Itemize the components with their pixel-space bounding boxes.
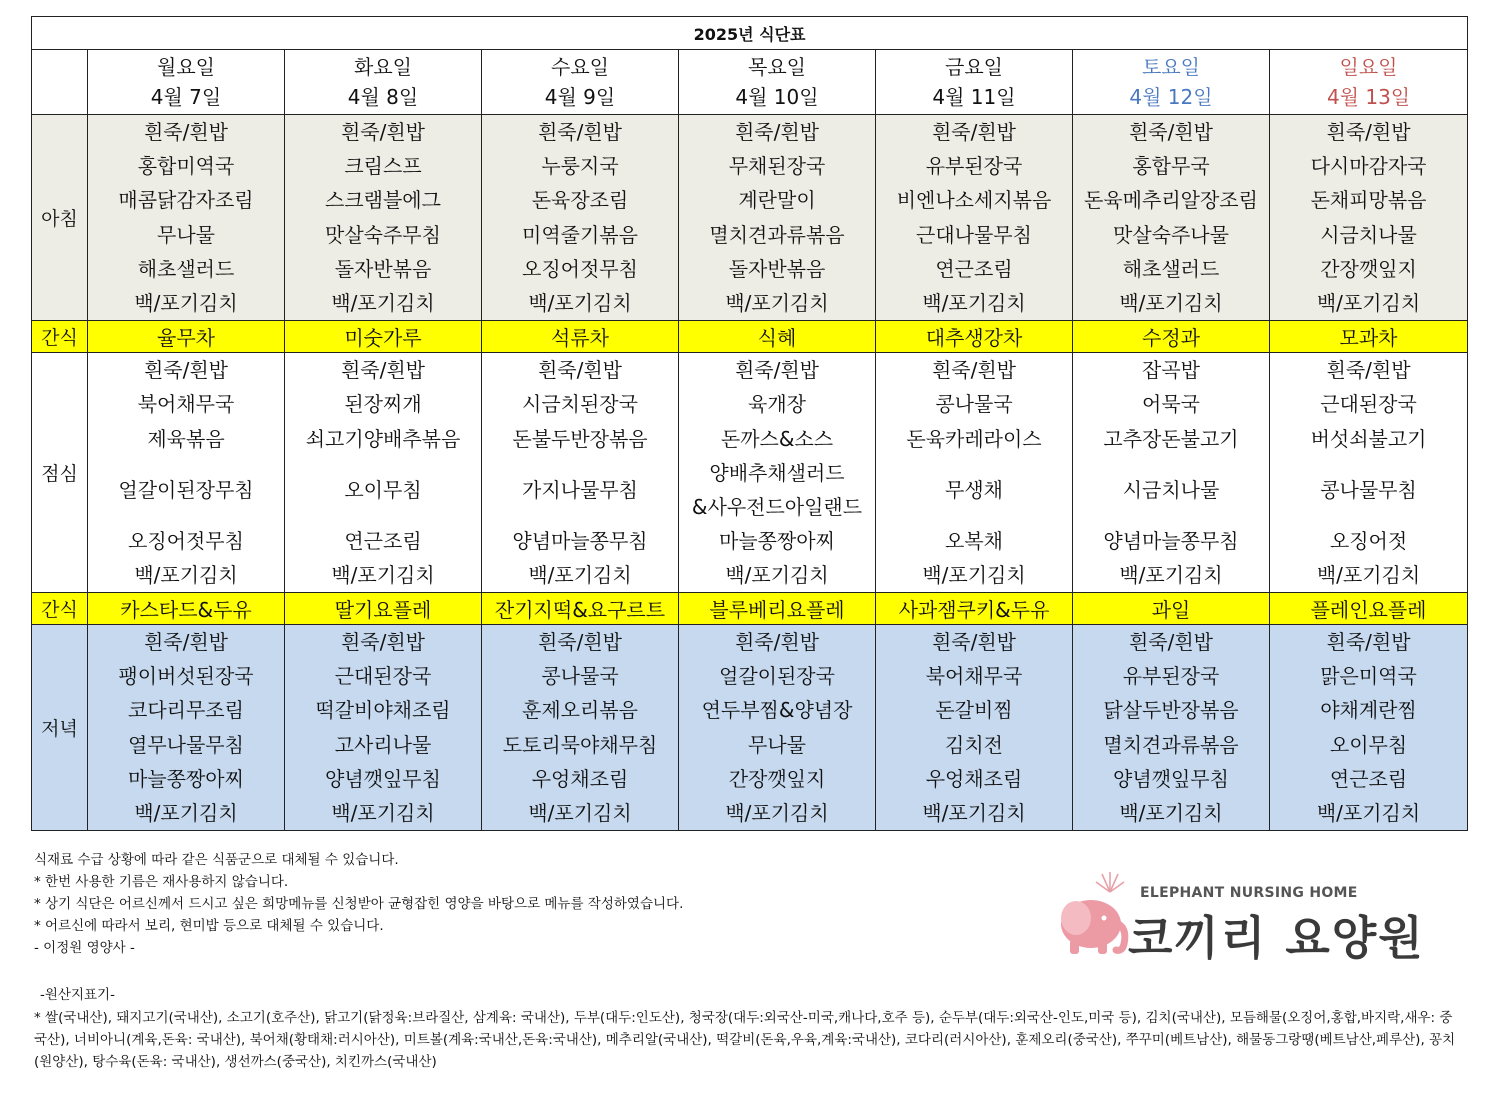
menu-item: 흰죽/흰밥 bbox=[931, 120, 1017, 144]
snack1-row bbox=[32, 321, 1468, 353]
menu-item: 콩나물국 bbox=[541, 664, 619, 689]
snack2-cell: 카스타드&두유 bbox=[88, 593, 285, 625]
dinner-cell bbox=[482, 625, 679, 831]
dinner-cell bbox=[88, 625, 285, 831]
logo-korean-text: 코끼리 요양원 bbox=[1128, 911, 1425, 965]
menu-item: 도토리묵야채무침 bbox=[502, 732, 658, 757]
note-line: * 한번 사용한 기름은 재사용하지 않습니다. bbox=[34, 874, 289, 890]
lunch-cell bbox=[1073, 353, 1270, 593]
menu-item: 시금치나물 bbox=[1122, 477, 1220, 502]
snack2-row bbox=[32, 593, 1468, 625]
menu-item: 돈육메추리알장조림 bbox=[1084, 188, 1258, 213]
menu-item: 얼갈이된장무침 bbox=[118, 477, 254, 502]
table-title: 2025년 식단표 bbox=[32, 17, 1468, 50]
day-header bbox=[876, 50, 1073, 115]
menu-item: 흰죽/흰밥 bbox=[734, 358, 820, 383]
menu-item: 된장찌개 bbox=[344, 392, 422, 417]
menu-item: 백/포기김치 bbox=[134, 290, 238, 315]
snack1-cell: 대추생강차 bbox=[876, 321, 1073, 353]
day-name: 금요일 bbox=[945, 55, 1003, 79]
menu-item: 맛살숙주무침 bbox=[325, 222, 441, 247]
menu-table bbox=[31, 16, 1468, 831]
menu-item: 오징어젓무침 bbox=[128, 528, 244, 553]
lunch-cell bbox=[88, 353, 285, 593]
menu-item: 백/포기김치 bbox=[725, 290, 829, 315]
menu-item: 계란말이 bbox=[738, 188, 816, 213]
menu-item: 고사리나물 bbox=[334, 732, 432, 757]
menu-item: 근대된장국 bbox=[1320, 392, 1417, 417]
snack1-cell: 식혜 bbox=[679, 321, 876, 353]
menu-item: 돌자반볶음 bbox=[334, 256, 432, 281]
menu-item: 오징어젓무침 bbox=[522, 256, 638, 281]
day-date: 4월 13일 bbox=[1326, 85, 1411, 109]
origin-title: -원산지표기- bbox=[40, 987, 115, 1003]
day-date: 4월 11일 bbox=[932, 85, 1016, 109]
menu-item: 돈갈비찜 bbox=[935, 698, 1013, 723]
menu-item: 무나물 bbox=[748, 732, 806, 757]
menu-item: 해초샐러드 bbox=[1122, 256, 1220, 281]
menu-item: 백/포기김치 bbox=[922, 801, 1026, 825]
notes bbox=[34, 849, 683, 959]
menu-item: 간장깻잎지 bbox=[1320, 256, 1417, 281]
menu-item: 누룽지국 bbox=[541, 154, 619, 179]
row-label-lunch: 점심 bbox=[32, 353, 88, 593]
dinner-row bbox=[32, 625, 1468, 831]
snack2-cell: 블루베리요플레 bbox=[679, 593, 876, 625]
breakfast-cell bbox=[285, 115, 482, 321]
menu-item: 양념깻잎무침 bbox=[325, 766, 441, 791]
dinner-cell bbox=[679, 625, 876, 831]
menu-item: 북어채무국 bbox=[137, 392, 235, 417]
dinner-cell bbox=[285, 625, 482, 831]
menu-item: 콩나물국 bbox=[935, 392, 1013, 417]
snack1-cell: 율무차 bbox=[88, 321, 285, 353]
menu-item: 흰죽/흰밥 bbox=[1128, 630, 1214, 655]
menu-item: 마늘쫑짱아찌 bbox=[719, 528, 835, 553]
menu-item: 백/포기김치 bbox=[134, 562, 238, 587]
menu-item: 제육볶음 bbox=[147, 426, 225, 451]
day-header bbox=[88, 50, 285, 115]
menu-item: 양념마늘쫑무침 bbox=[512, 528, 648, 553]
menu-item: 무나물 bbox=[157, 222, 215, 247]
day-name: 일요일 bbox=[1339, 55, 1398, 79]
menu-item: 버섯쇠불고기 bbox=[1310, 426, 1427, 451]
menu-item: 흰죽/흰밥 bbox=[1326, 358, 1411, 383]
menu-item: 닭살두반장볶음 bbox=[1103, 698, 1239, 723]
day-date: 4월 10일 bbox=[735, 85, 819, 109]
menu-item: 크림스프 bbox=[344, 154, 422, 179]
menu-item: 얼갈이된장국 bbox=[719, 664, 835, 689]
menu-item: 잡곡밥 bbox=[1142, 358, 1200, 383]
menu-item: 백/포기김치 bbox=[1316, 801, 1421, 825]
snack2-cell: 과일 bbox=[1073, 593, 1270, 625]
menu-item: 맑은미역국 bbox=[1320, 664, 1417, 689]
note-line: 식재료 수급 상황에 따라 같은 식품군으로 대체될 수 있습니다. bbox=[34, 852, 399, 868]
menu-item-line: &사우전드아일랜드 bbox=[691, 494, 863, 519]
day-name: 월요일 bbox=[157, 55, 215, 79]
menu-item: 백/포기김치 bbox=[331, 562, 435, 587]
menu-item: 멸치견과류볶음 bbox=[709, 222, 845, 247]
menu-item: 북어채무국 bbox=[925, 664, 1023, 689]
menu-item: 백/포기김치 bbox=[528, 562, 632, 587]
menu-item: 쇠고기양배추볶음 bbox=[305, 426, 461, 451]
menu-item: 흰죽/흰밥 bbox=[537, 630, 623, 655]
menu-item: 백/포기김치 bbox=[1119, 801, 1223, 825]
lunch-cell bbox=[1270, 353, 1468, 593]
breakfast-cell bbox=[88, 115, 285, 321]
menu-item: 콩나물무침 bbox=[1320, 477, 1417, 502]
lunch-cell bbox=[482, 353, 679, 593]
menu-item: 시금치된장국 bbox=[522, 392, 638, 417]
menu-item: 돈까스&소스 bbox=[720, 426, 834, 451]
lunch-cell bbox=[285, 353, 482, 593]
day-date: 4월 7일 bbox=[150, 85, 222, 109]
menu-item: 열무나물무침 bbox=[128, 732, 244, 757]
menu-item: 백/포기김치 bbox=[528, 801, 632, 825]
day-header bbox=[1073, 50, 1270, 115]
day-date: 4월 9일 bbox=[544, 85, 616, 109]
menu-item: 연두부찜&양념장 bbox=[701, 698, 853, 723]
menu-item: 흰죽/흰밥 bbox=[340, 630, 426, 655]
lunch-row bbox=[32, 353, 1468, 593]
row-label-snack2: 간식 bbox=[32, 593, 88, 625]
day-date: 4월 8일 bbox=[347, 85, 419, 109]
snack2-cell: 플레인요플레 bbox=[1270, 593, 1468, 625]
menu-item: 우엉채조림 bbox=[925, 766, 1023, 791]
menu-item: 백/포기김치 bbox=[331, 290, 435, 315]
snack1-cell: 석류차 bbox=[482, 321, 679, 353]
snack1-cell: 미숫가루 bbox=[285, 321, 482, 353]
menu-item: 홍합미역국 bbox=[137, 154, 235, 179]
menu-item: 팽이버섯된장국 bbox=[118, 664, 254, 689]
menu-item: 근대된장국 bbox=[334, 664, 432, 689]
menu-item: 흰죽/흰밥 bbox=[1326, 630, 1411, 655]
corner-cell bbox=[32, 50, 88, 115]
menu-item: 백/포기김치 bbox=[1119, 290, 1223, 315]
breakfast-cell bbox=[679, 115, 876, 321]
menu-item: 돈불두반장볶음 bbox=[512, 426, 648, 451]
day-name: 화요일 bbox=[354, 55, 412, 79]
menu-item: 유부된장국 bbox=[925, 154, 1023, 179]
menu-item: 백/포기김치 bbox=[134, 801, 238, 825]
snack1-cell: 수정과 bbox=[1073, 321, 1270, 353]
snack2-cell: 딸기요플레 bbox=[285, 593, 482, 625]
logo-english-text: ELEPHANT NURSING HOME bbox=[1140, 885, 1358, 901]
menu-item: 근대나물무침 bbox=[916, 222, 1032, 247]
menu-item: 백/포기김치 bbox=[1316, 562, 1421, 587]
menu-item: 해초샐러드 bbox=[137, 256, 235, 281]
dinner-cell bbox=[1073, 625, 1270, 831]
breakfast-cell bbox=[1270, 115, 1468, 321]
menu-item: 오복채 bbox=[945, 528, 1003, 553]
menu-item: 연근조림 bbox=[344, 528, 422, 553]
day-name: 목요일 bbox=[748, 55, 806, 79]
menu-item: 멸치견과류볶음 bbox=[1103, 732, 1239, 757]
menu-item: 돈육카레라이스 bbox=[906, 426, 1042, 451]
breakfast-cell bbox=[876, 115, 1073, 321]
row-label-dinner: 저녁 bbox=[32, 625, 88, 831]
menu-item: 흰죽/흰밥 bbox=[734, 120, 820, 144]
origin-text: * 쌀(국내산), 돼지고기(국내산), 소고기(호주산), 닭고기(닭정육:브라질산, 삼계육: 국내산), 두부(대두:인도산), 청국장(대두:외국산-미국,캐나다,호주 등), 순두부(대두:외국산-인도,미국 등), 김치(국내산), 모듬해물(오징어,홍합,바지락,새우: 중국산), 너비아니(계육,돈육: 국내산), 북어채(황태채:러시아산), 미트볼(계육:국내산,돈육:국내산), 메추리알(국내산), 떡갈비(돈육,우육,계육:국내산), 코다리(러시아산), 훈제오리(중국산), 쭈꾸미(베트남산), 해물동그랑땡(베트남산,페루산), 꽁치(원양산), 탕수육(돈육: 국내산), 생선까스(중국산), 치킨까스(국내산) bbox=[34, 1010, 1456, 1070]
menu-item: 흰죽/흰밥 bbox=[340, 358, 426, 383]
menu-item: 백/포기김치 bbox=[1316, 290, 1421, 315]
menu-item: 맛살숙주나물 bbox=[1113, 222, 1229, 247]
note-line: - 이정원 영양사 - bbox=[34, 940, 135, 956]
menu-item: 무생채 bbox=[945, 477, 1003, 502]
day-date: 4월 12일 bbox=[1129, 85, 1213, 109]
menu-item: 연근조림 bbox=[1329, 766, 1408, 791]
lunch-cell bbox=[876, 353, 1073, 593]
menu-item: 오이무침 bbox=[1329, 732, 1408, 757]
menu-item: 백/포기김치 bbox=[922, 562, 1026, 587]
menu-item: 무채된장국 bbox=[728, 154, 826, 179]
menu-item: 홍합무국 bbox=[1132, 154, 1210, 179]
menu-item: 흰죽/흰밥 bbox=[143, 630, 229, 655]
menu-item: 흰죽/흰밥 bbox=[1128, 120, 1214, 144]
day-header bbox=[285, 50, 482, 115]
note-line: * 어르신에 따라서 보리, 현미밥 등으로 대체될 수 있습니다. bbox=[34, 918, 384, 934]
menu-item: 흰죽/흰밥 bbox=[931, 358, 1017, 383]
menu-item: 돈채피망볶음 bbox=[1310, 188, 1427, 213]
dinner-cell bbox=[876, 625, 1073, 831]
menu-item: 백/포기김치 bbox=[725, 562, 829, 587]
menu-item: 미역줄기볶음 bbox=[522, 222, 638, 247]
menu-item: 양념깻잎무침 bbox=[1113, 766, 1229, 791]
day-header bbox=[1270, 50, 1468, 115]
menu-item: 백/포기김치 bbox=[528, 290, 632, 315]
row-label-breakfast: 아침 bbox=[32, 115, 88, 321]
menu-item: 육개장 bbox=[748, 392, 806, 417]
menu-item: 간장깻잎지 bbox=[728, 766, 826, 791]
menu-item: 우엉채조림 bbox=[531, 766, 629, 791]
menu-item: 비엔나소세지볶음 bbox=[896, 188, 1052, 213]
menu-item: 흰죽/흰밥 bbox=[734, 630, 820, 655]
menu-item: 백/포기김치 bbox=[331, 801, 435, 825]
menu-item: 백/포기김치 bbox=[725, 801, 829, 825]
day-name: 수요일 bbox=[551, 55, 609, 79]
header-row bbox=[32, 50, 1468, 115]
menu-item: 돌자반볶음 bbox=[728, 256, 826, 281]
menu-item: 오징어젓 bbox=[1329, 528, 1408, 553]
menu-item-line: 양배추채샐러드 bbox=[709, 460, 845, 485]
menu-item: 흰죽/흰밥 bbox=[143, 120, 229, 144]
dinner-cell bbox=[1270, 625, 1468, 831]
menu-item: 흰죽/흰밥 bbox=[537, 358, 623, 383]
menu-item: 유부된장국 bbox=[1122, 664, 1220, 689]
menu-item: 스크램블에그 bbox=[325, 188, 441, 213]
snack1-cell: 모과차 bbox=[1270, 321, 1468, 353]
snack2-cell: 잔기지떡&요구르트 bbox=[482, 593, 679, 625]
menu-item: 가지나물무침 bbox=[522, 477, 638, 502]
menu-item: 마늘쫑짱아찌 bbox=[128, 766, 244, 791]
menu-item: 흰죽/흰밥 bbox=[931, 630, 1017, 655]
menu-item: 김치전 bbox=[945, 732, 1003, 757]
menu-item: 매콤닭감자조림 bbox=[118, 188, 254, 213]
note-line: * 상기 식단은 어르신께서 드시고 싶은 희망메뉴를 신청받아 균형잡힌 영양을 바탕으로 메뉴를 작성하였습니다. bbox=[34, 896, 684, 912]
menu-item: 흰죽/흰밥 bbox=[340, 120, 426, 144]
menu-item: 백/포기김치 bbox=[922, 290, 1026, 315]
day-header bbox=[482, 50, 679, 115]
lunch-cell bbox=[679, 353, 876, 593]
row-label-snack1: 간식 bbox=[32, 321, 88, 353]
menu-item: 코다리무조림 bbox=[128, 698, 244, 723]
menu-item: 흰죽/흰밥 bbox=[143, 358, 229, 383]
menu-item: 백/포기김치 bbox=[1119, 562, 1223, 587]
day-name: 토요일 bbox=[1142, 55, 1200, 79]
day-header bbox=[679, 50, 876, 115]
snack2-cell: 사과잼쿠키&두유 bbox=[876, 593, 1073, 625]
menu-item: 야채계란찜 bbox=[1320, 698, 1417, 723]
menu-item bbox=[679, 456, 875, 524]
menu-item: 양념마늘쫑무침 bbox=[1103, 528, 1239, 553]
menu-item: 어묵국 bbox=[1142, 392, 1200, 417]
breakfast-row bbox=[32, 115, 1468, 321]
menu-item: 돈육장조림 bbox=[531, 188, 629, 213]
menu-item: 떡갈비야채조림 bbox=[315, 698, 451, 723]
menu-item: 오이무침 bbox=[344, 477, 422, 502]
menu-item: 훈제오리볶음 bbox=[522, 698, 638, 723]
menu-item: 연근조림 bbox=[935, 256, 1013, 281]
menu-item: 흰죽/흰밥 bbox=[537, 120, 623, 144]
menu-item: 흰죽/흰밥 bbox=[1326, 120, 1411, 144]
breakfast-cell bbox=[482, 115, 679, 321]
breakfast-cell bbox=[1073, 115, 1270, 321]
menu-item: 다시마감자국 bbox=[1310, 154, 1427, 179]
menu-item: 고추장돈불고기 bbox=[1103, 426, 1239, 451]
menu-item: 시금치나물 bbox=[1320, 222, 1417, 247]
